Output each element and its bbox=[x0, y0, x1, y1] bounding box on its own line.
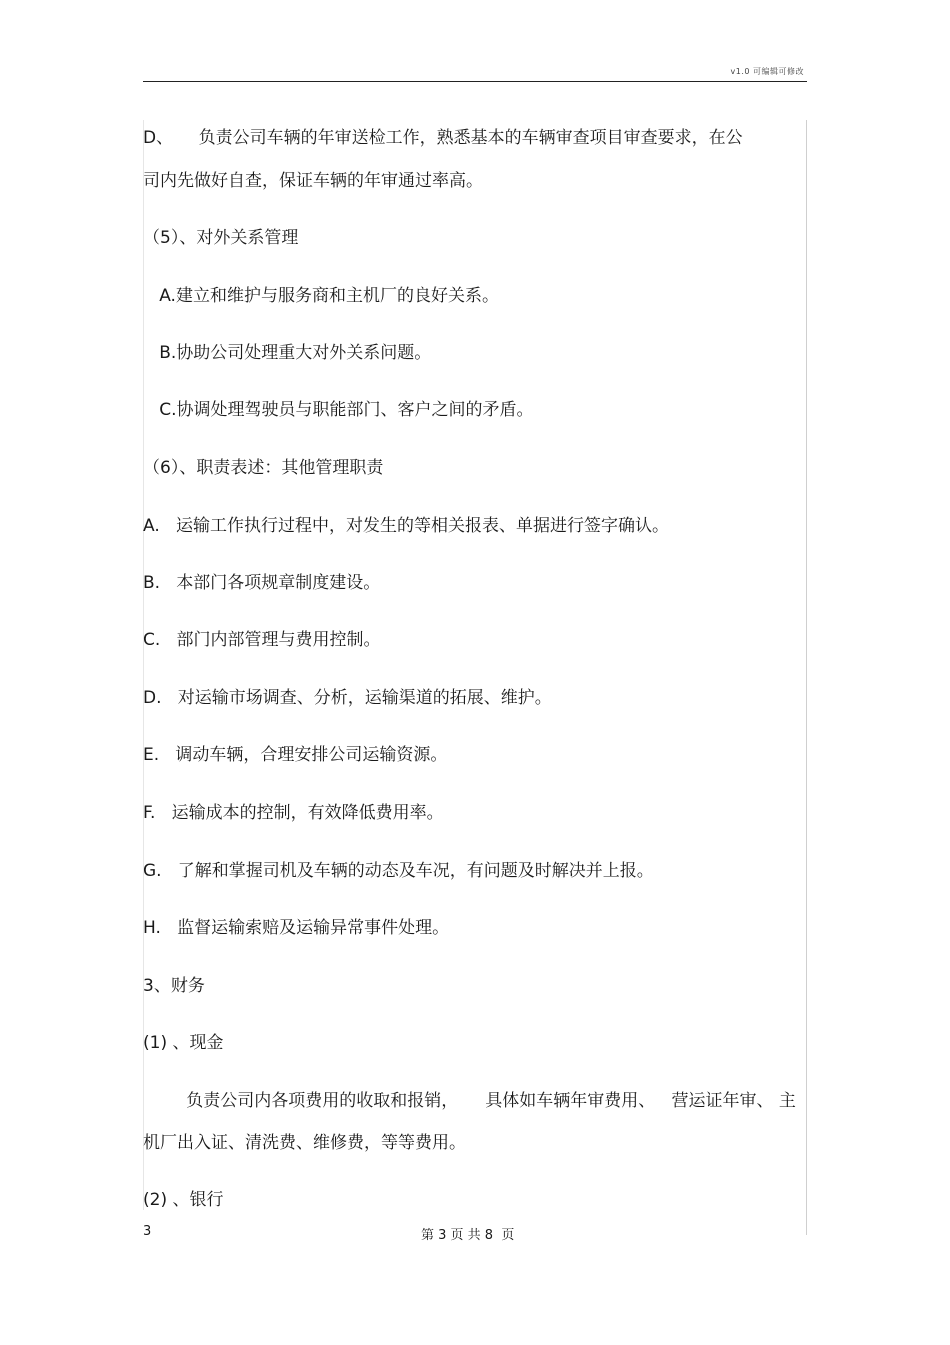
list-item: C.协调处理驾驶员与职能部门、客户之间的矛盾。 bbox=[143, 400, 534, 420]
page-number: 3 bbox=[143, 1224, 152, 1239]
header-rule bbox=[143, 81, 807, 82]
page-right-border bbox=[806, 120, 807, 1235]
list-item: F. 运输成本的控制，有效降低费用率。 bbox=[143, 803, 444, 823]
list-item: E. 调动车辆，合理安排公司运输资源。 bbox=[143, 745, 448, 765]
list-item: A. 运输工作执行过程中，对发生的等相关报表、单据进行签字确认。 bbox=[143, 516, 669, 536]
list-item: D. 对运输市场调查、分析，运输渠道的拓展、维护。 bbox=[143, 688, 552, 708]
paragraph-line: 负责公司内各项费用的收取和报销， 具体如车辆年审费用、 营运证年审、 主 bbox=[143, 1091, 796, 1111]
list-item: G. 了解和掌握司机及车辆的动态及车况，有问题及时解决并上报。 bbox=[143, 861, 654, 881]
subsection-heading: (2) 、银行 bbox=[143, 1190, 224, 1210]
section-heading: （6）、职责表述：其他管理职责 bbox=[143, 458, 384, 478]
paragraph-line: 司内先做好自查，保证车辆的年审通过率高。 bbox=[143, 171, 483, 191]
section-heading: （5）、对外关系管理 bbox=[143, 228, 299, 248]
list-item: H. 监督运输索赔及运输异常事件处理。 bbox=[143, 918, 450, 938]
list-item: A.建立和维护与服务商和主机厂的良好关系。 bbox=[143, 286, 499, 306]
version-label: v1.0 可编辑可修改 bbox=[730, 67, 804, 76]
paragraph-line: D、 负责公司车辆的年审送检工作，熟悉基本的车辆审查项目审查要求，在公 bbox=[143, 128, 743, 148]
subsection-heading: (1) 、现金 bbox=[143, 1033, 224, 1053]
list-item: C. 部门内部管理与费用控制。 bbox=[143, 630, 381, 650]
section-heading: 3、财务 bbox=[143, 976, 205, 996]
page-indicator: 第 3 页 共 8 页 bbox=[421, 1228, 515, 1243]
list-item: B.协助公司处理重大对外关系问题。 bbox=[143, 343, 432, 363]
paragraph-line: 机厂出入证、清洗费、维修费，等等费用。 bbox=[143, 1133, 466, 1153]
list-item: B. 本部门各项规章制度建设。 bbox=[143, 573, 381, 593]
